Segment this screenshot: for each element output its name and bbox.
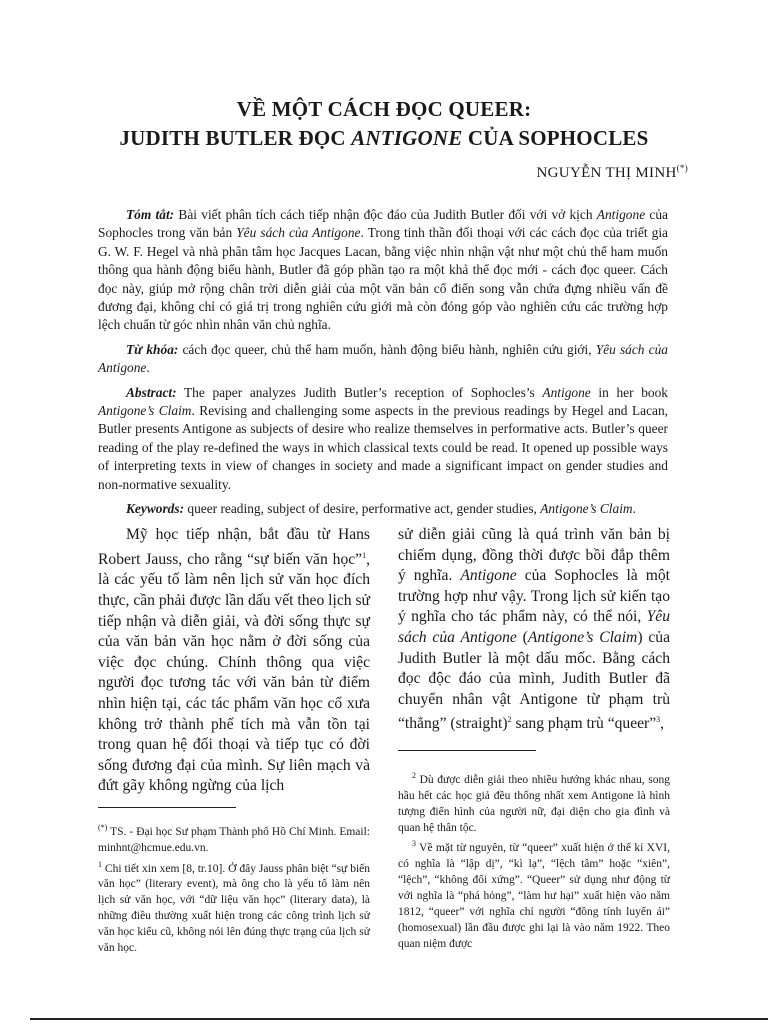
abstract-en-text-5: . Revising and challenging some aspects in the previous readings by Hegel and Lacan, Butler presents Antigone as subjects of desire who realize themselves in performative acts. Butler’s queer reading of the play re-defined the ways in which classical texts could be read. It opened up possible ways of interpreting texts in view of changes in society and made a significant impact on gender studies and non-normative sexuality. (98, 403, 668, 492)
keywords-en-text-1: queer reading, subject of desire, performative act, gender studies, (184, 501, 541, 517)
abstract-en-label: Abstract: (126, 384, 177, 400)
keywords-en (98, 500, 668, 518)
summary-vi-text-4: Yêu sách của Antigone (236, 225, 361, 241)
body-right-text-3: của Sophocles là một trường hợp như vậy. Trong lịch sử kiến tạo ý nghĩa cho tác phẩm này, có thể nói, (398, 567, 670, 626)
summary-section (98, 206, 668, 525)
footnote-author-mark: (*) (98, 823, 108, 832)
footnote-3-text: Về mặt từ nguyên, từ “queer” xuất hiện ở thế kỉ XVI, có nghĩa là “lập dị”, “kì lạ”, “lệch tâm” hoặc “xiên”, “lệch”, “không đối xứng”. “Queer” sử dụng như động từ với nghĩa là “phá hỏng”, “làm hư hại” xuất hiện vào năm 1812, “queer” với nghĩa chỉ người “đồng tính luyến ái” (homosexual) lần đầu được ghi lại là vào năm 1922. Theo quan niệm được (398, 842, 670, 950)
keywords-vi-text-2: Yêu sách của Antigone (98, 341, 668, 376)
author-name-text: NGUYỄN THỊ MINH (536, 165, 677, 181)
footnote-3 (398, 836, 670, 952)
keywords-en-text-3: . (632, 501, 636, 517)
body-right-text-7: ) của Judith Butler là một dấu mốc. Bằng cách đọc độc đáo của mình, Judith Butler đã chuyển nhân vật Antigone từ phạm trù “thẳng” (straight) (398, 628, 670, 733)
summary-vi-label: Tóm tắt: (126, 207, 175, 222)
keywords-vi-label: Từ khóa: (126, 341, 179, 357)
article-title-line-1: VỀ MỘT CÁCH ĐỌC QUEER: (236, 97, 532, 121)
keywords-vi-text-3: . (146, 360, 150, 376)
abstract-en-text-2: Antigone (542, 384, 591, 400)
summary-vi-text-3: của Sophocles trong văn bản (98, 207, 668, 241)
summary-vi (98, 206, 668, 335)
footnote-1-mark: 1 (98, 859, 102, 869)
footnote-2-text: Dù được diễn giải theo nhiều hướng khác nhau, song hầu hết các học giả đều thống nhất xem Antigone là hình tượng điển hình của người nữ, đại diện cho gia đình và quan hệ thân tộc. (398, 773, 670, 834)
footnote-1-text: Chi tiết xin xem [8, tr.10]. Ở đây Jauss phân biệt “sự biến văn học” (literary event), mà ông cho là yếu tố làm nên lịch sử văn học, với “dữ liệu văn học” (literary data), là những điều thường xuất hiện trong các công trình lịch sử văn học kiểu cũ, không nói lên đúng thực trạng của lịch sử văn học. (98, 862, 370, 954)
footnote-ref-2: 2 (507, 715, 512, 725)
keywords-en-text-2: Antigone’s Claim (540, 501, 633, 517)
abstract-en (98, 384, 668, 494)
body-right-text-5: ( (516, 628, 528, 646)
footnote-1 (98, 857, 370, 957)
title-text-c: CỦA SOPHOCLES (462, 126, 649, 150)
footnote-ref-1: 1 (362, 550, 367, 560)
title-work-name: ANTIGONE (351, 126, 463, 150)
footnote-author-text: TS. - Đại học Sư phạm Thành phố Hồ Chí Minh. Email: minhnt@hcmue.edu.vn. (98, 825, 370, 854)
summary-vi-text-2: Antigone (596, 207, 646, 222)
body-right-text-8: sang phạm trù “queer” (511, 715, 657, 733)
page-bottom-rule (30, 1018, 768, 1020)
footnote-author (98, 820, 370, 857)
footnotes-right (398, 768, 670, 953)
body-right-text-9: , (660, 715, 665, 733)
body-paragraph-1-continued (398, 525, 670, 735)
abstract-en-text-1: The paper analyzes Judith Butler’s reception of Sophocles’s (176, 384, 543, 400)
footnote-3-mark: 3 (412, 839, 416, 849)
author-name (537, 163, 688, 182)
footnote-divider-right (398, 750, 536, 751)
body-right-text-6: Antigone’s Claim (527, 628, 638, 646)
footnote-2-mark: 2 (412, 771, 416, 780)
abstract-en-text-4: Antigone’s Claim (98, 403, 192, 419)
article-title-line-2 (0, 126, 768, 151)
summary-vi-text-5: . Trong tinh thần đối thoại với các cách đọc của triết gia G. W. F. Hegel và nhà phân tâm học Jacques Lacan, bằng việc nhìn nhận vật như một chủ thể ham muốn thông qua hành động biểu hành, Butler đã góp phần tạo ra một khả thể đọc mới - cách đọc queer. Cách đọc này, giúp mở rộng chân trời diễn giải của một văn bản cổ điển song vẫn chứa đựng nhiều vấn đề đương đại, không chỉ có giá trị trong nghiên cứu giới mà còn đóng góp vào nghiên cứu các trường hợp lệch chuẩn từ góc nhìn nhân văn chủ nghĩa. (98, 225, 668, 333)
body-left-text-2: , là các yếu tố làm nên lịch sử văn học đích thực, cần phải được lần dấu vết theo lịch sử tiếp nhận và diễn giải, và đời sống thực sự của văn bản văn học nằm ở đời sống của việc đọc chúng. Chính thông qua việc người đọc tương tác với văn bản từ điểm nhìn hiện tại, các tác phẩm văn học cổ xưa không trở thành phế tích mà vẫn tồn tại trong quan hệ đối thoại và tiếp tục có đời sống đương đại của mình. Sự liên mạch và đứt gãy không ngừng của lịch (98, 550, 370, 795)
body-left-text-1: Mỹ học tiếp nhận, bắt đầu từ Hans Robert Jauss, cho rằng “sự biến văn học” (98, 526, 370, 568)
footnote-2 (398, 768, 670, 836)
body-column-right (398, 525, 670, 735)
footnotes-left (98, 820, 370, 957)
body-right-text-2: Antigone (460, 567, 517, 585)
footnote-divider-left (98, 807, 236, 808)
keywords-vi-text-1: cách đọc queer, chủ thể ham muốn, hành động biểu hành, nghiên cứu giới, (178, 341, 596, 357)
author-note-mark: (*) (676, 163, 688, 173)
body-paragraph-1 (98, 525, 370, 797)
body-right-text-4: Yêu sách của Antigone (398, 608, 670, 646)
summary-vi-text-1: Bài viết phân tích cách tiếp nhận độc đáo của Judith Butler đối với vở kịch (174, 207, 597, 222)
body-column-left (98, 525, 370, 797)
body-right-text-1: sử diễn giải cũng là quá trình văn bản bị chiếm dụng, đồng thời được bồi đắp thêm ý nghĩa. (398, 526, 670, 585)
keywords-en-label: Keywords: (126, 501, 185, 517)
keywords-vi (98, 341, 668, 378)
title-text-a: JUDITH BUTLER ĐỌC (119, 126, 352, 150)
abstract-en-text-3: in her book (590, 384, 668, 400)
footnote-ref-3: 3 (656, 715, 661, 725)
